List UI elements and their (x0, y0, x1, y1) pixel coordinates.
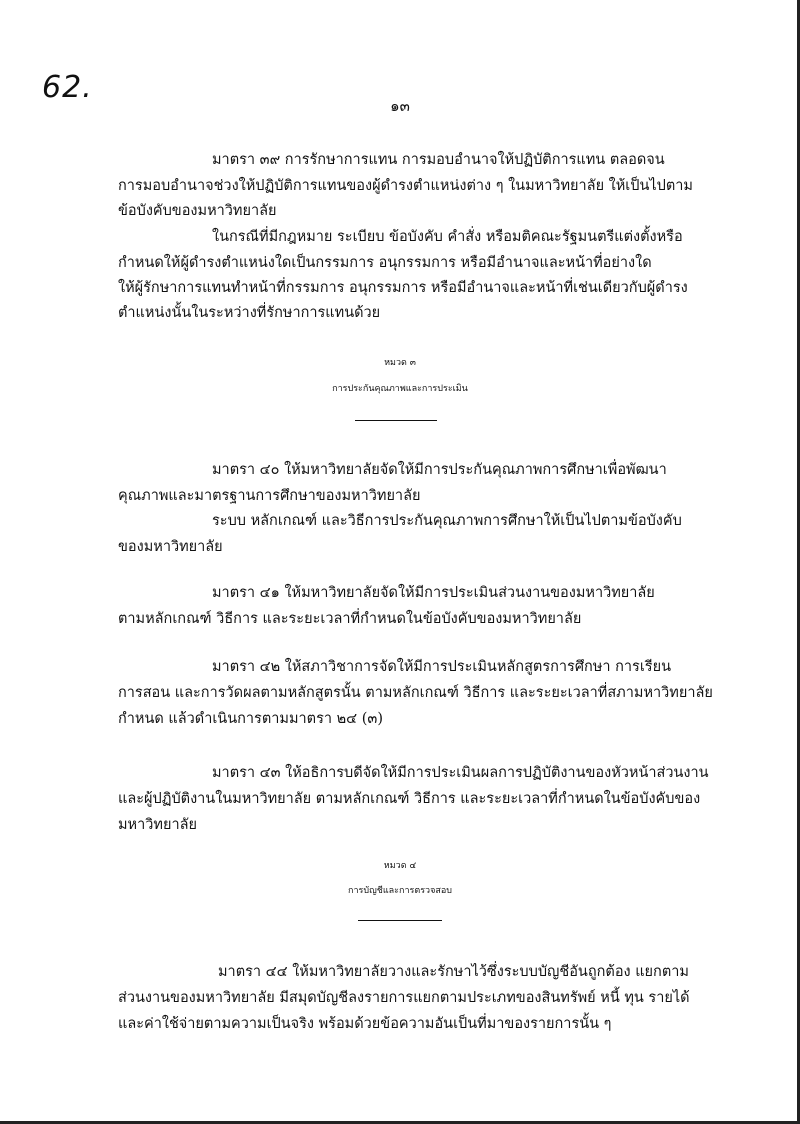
section-39-line-7: ตำแหน่งนั้นในระหว่างที่รักษาการแทนด้วย (118, 305, 381, 321)
chapter-3-number: หมวด ๓ (384, 358, 416, 368)
handwritten-page-note: 62. (42, 70, 93, 105)
section-39-line-4: ในกรณีที่มีกฎหมาย ระเบียบ ข้อบังคับ คำสั่ง หรือมติคณะรัฐมนตรีแต่งตั้งหรือ (212, 229, 683, 245)
section-44-line-1: มาตรา ๔๔ ให้มหาวิทยาลัยวางและรักษาไว้ซึ่งระบบบัญชีอันถูกต้อง แยกตาม (218, 964, 689, 980)
section-41-line-1: มาตรา ๔๑ ให้มหาวิทยาลัยจัดให้มีการประเมินส่วนงานของมหาวิทยาลัย (212, 585, 655, 601)
chapter-3-divider (355, 420, 437, 421)
chapter-4-title: การบัญชีและการตรวจสอบ (348, 886, 452, 896)
section-40-line-2: คุณภาพและมาตรฐานการศึกษาของมหาวิทยาลัย (118, 488, 421, 504)
section-41-line-2: ตามหลักเกณฑ์ วิธีการ และระยะเวลาที่กำหนดในข้อบังคับของมหาวิทยาลัย (118, 611, 582, 627)
section-39-line-2: การมอบอำนาจช่วงให้ปฏิบัติการแทนของผู้ดำรงตำแหน่งต่าง ๆ ในมหาวิทยาลัย ให้เป็นไปตาม (118, 178, 693, 194)
section-42-line-2: การสอน และการวัดผลตามหลักสูตรนั้น ตามหลักเกณฑ์ วิธีการ และระยะเวลาที่สภามหาวิทยาลัย (118, 685, 713, 701)
section-44-line-2: ส่วนงานของมหาวิทยาลัย มีสมุดบัญชีลงรายการแยกตามประเภทของสินทรัพย์ หนี้ ทุน รายได้ (118, 990, 690, 1006)
section-44-line-3: และค่าใช้จ่ายตามความเป็นจริง พร้อมด้วยข้อความอันเป็นที่มาของรายการนั้น ๆ (118, 1016, 612, 1032)
section-43-line-2: และผู้ปฏิบัติงานในมหาวิทยาลัย ตามหลักเกณฑ์ วิธีการ และระยะเวลาที่กำหนดในข้อบังคับของ (118, 791, 701, 807)
section-39-line-3: ข้อบังคับของมหาวิทยาลัย (118, 203, 277, 219)
chapter-3-title: การประกันคุณภาพและการประเมิน (332, 384, 468, 394)
section-40-line-3: ระบบ หลักเกณฑ์ และวิธีการประกันคุณภาพการศึกษาให้เป็นไปตามข้อบังคับ (212, 513, 682, 529)
section-42-line-1: มาตรา ๔๒ ให้สภาวิชาการจัดให้มีการประเมินหลักสูตรการศึกษา การเรียน (212, 659, 671, 675)
section-43-line-3: มหาวิทยาลัย (118, 817, 197, 833)
section-42-line-3: กำหนด แล้วดำเนินการตามมาตรา ๒๔ (๓) (118, 711, 383, 727)
section-39-line-6: ให้ผู้รักษาการแทนทำหน้าที่กรรมการ อนุกรรมการ หรือมีอำนาจและหน้าที่เช่นเดียวกับผู้ดำรง (118, 280, 688, 296)
section-39-line-5: กำหนดให้ผู้ดำรงตำแหน่งใดเป็นกรรมการ อนุกรรมการ หรือมีอำนาจและหน้าที่อย่างใด (118, 255, 652, 271)
section-39-line-1: มาตรา ๓๙ การรักษาการแทน การมอบอำนาจให้ปฏิบัติการแทน ตลอดจน (212, 152, 665, 168)
section-40-line-4: ของมหาวิทยาลัย (118, 539, 223, 555)
chapter-4-divider (358, 920, 442, 921)
chapter-4-number: หมวด ๔ (383, 861, 417, 871)
page-number: ๑๓ (390, 97, 410, 115)
section-43-line-1: มาตรา ๔๓ ให้อธิการบดีจัดให้มีการประเมินผลการปฏิบัติงานของหัวหน้าส่วนงาน (212, 765, 709, 781)
section-40-line-1: มาตรา ๔๐ ให้มหาวิทยาลัยจัดให้มีการประกันคุณภาพการศึกษาเพื่อพัฒนา (212, 462, 667, 478)
